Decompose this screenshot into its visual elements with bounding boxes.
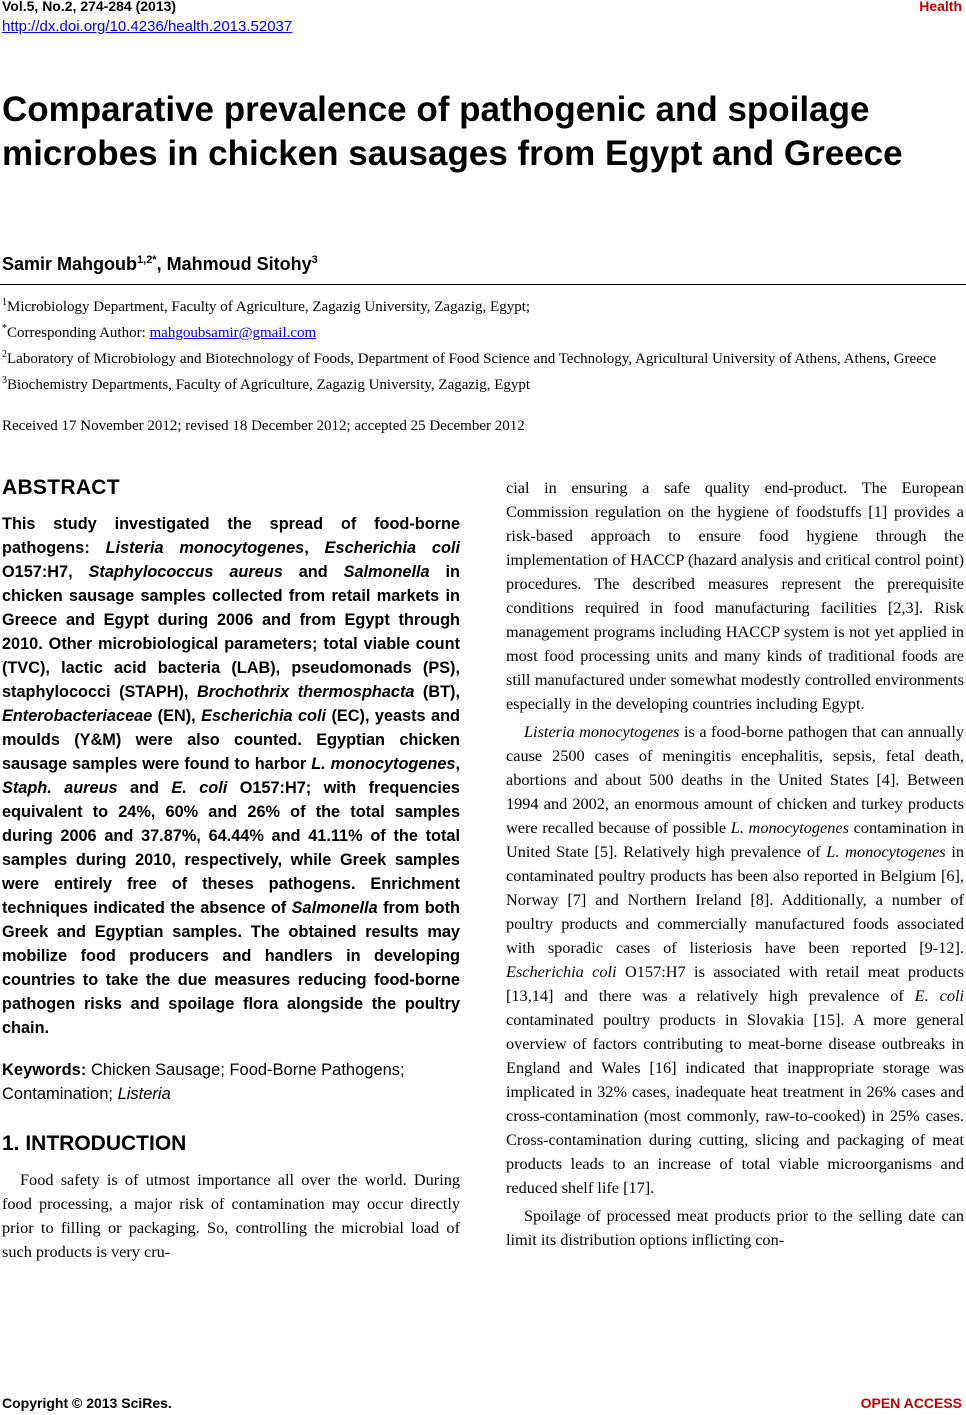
abstract-heading: ABSTRACT bbox=[2, 476, 120, 499]
intro-paragraph-continued: cial in ensuring a safe quality end-product. The European Commission regulation on the hygiene of foodstuffs [1] provides a risk-based approach to ensure food hygiene through the implementation of HACCP (hazard analysis and critical control point) procedures. The described measures represent the prerequisite conditions required in food manufacturing facilities [2,3]. Risk management programs including HACCP system is not yet applied in most food processing units and many kinds of traditional foods are still manufactured under somewhat modestly controlled environments especially in the developing countries including Egypt. bbox=[506, 478, 964, 713]
author-name: Mahmoud Sitohy bbox=[166, 254, 312, 274]
intro-paragraph-3: Spoilage of processed meat products prior to the selling date can limit its distribution options inflicting con- bbox=[506, 1206, 964, 1249]
introduction-heading: 1. INTRODUCTION bbox=[2, 1132, 187, 1155]
affiliation-text: Laboratory of Microbiology and Biotechnology of Foods, Department of Food Science and Technology, Agricultural University of Athens, Athens, Greece bbox=[7, 351, 937, 367]
left-column bbox=[2, 476, 460, 1264]
copyright: Copyright © 2013 SciRes. bbox=[2, 1395, 172, 1411]
affiliation-number: 3 bbox=[2, 375, 7, 386]
intro-paragraph-1: Food safety is of utmost importance all over the world. During food processing, a major risk of contamination may occur directly prior to filling or packaging. So, controlling the microbial load of such products is very cru- bbox=[2, 1170, 460, 1261]
right-column bbox=[506, 476, 964, 1252]
journal-name: Health bbox=[919, 0, 962, 14]
keywords-label: Keywords: bbox=[2, 1061, 87, 1079]
affiliation-3 bbox=[2, 370, 964, 396]
corresponding-symbol: * bbox=[2, 323, 7, 334]
affiliations bbox=[2, 292, 964, 396]
journal-volume-info: Vol.5, No.2, 274-284 (2013) bbox=[2, 0, 177, 14]
affiliation-2 bbox=[2, 344, 964, 370]
keywords: Keywords: Chicken Sausage; Food-Borne Pathogens; Contamination; Listeria bbox=[2, 1061, 405, 1103]
doi-link[interactable]: http://dx.doi.org/10.4236/health.2013.52037 bbox=[2, 18, 293, 35]
affiliation-text: Biochemistry Departments, Faculty of Agriculture, Zagazig University, Zagazig, Egypt bbox=[7, 377, 531, 393]
author-superscript: 1,2* bbox=[137, 254, 157, 266]
email-link[interactable]: mahgoubsamir@gmail.com bbox=[149, 325, 317, 341]
corresponding-author bbox=[2, 318, 964, 344]
abstract-text: This study investigated the spread of food-borne pathogens: Listeria monocytogenes, Escherichia coli O157:H7, Staphylococcus aureus and Salmonella in chicken sausage samples collected from retail markets in Greece and Egypt during 2006 and from Egypt through 2010. Other microbiological parameters; total viable count (TVC), lactic acid bacteria (LAB), pseudomonads (PS), staphylococci (STAPH), Brochothrix thermosphacta (BT), Enterobacteriaceae (EN), Escherichia coli (EC), yeasts and moulds (Y&M) were also counted. Egyptian chicken sausage samples were found to harbor L. monocytogenes, Staph. aureus and E. coli O157:H7; with frequencies equivalent to 24%, 60% and 26% of the total samples during 2006 and 37.87%, 64.44% and 41.11% of the total samples during 2010, respectively, while Greek samples were entirely free of theses pathogens. Enrichment techniques indicated the absence of Salmonella from both Greek and Egyptian samples. The obtained results may mobilize food producers and handlers in developing countries to take the due measures reducing food-borne pathogen risks and spoilage flora alongside the poultry chain. bbox=[2, 515, 461, 1037]
affiliation-1 bbox=[2, 292, 964, 318]
author-separator: , bbox=[156, 254, 167, 274]
author-superscript: 3 bbox=[311, 254, 318, 266]
author-name: Samir Mahgoub bbox=[2, 254, 138, 274]
paper-title: Comparative prevalence of pathogenic and spoilage microbes in chicken sausages from Egypt and Greece bbox=[2, 90, 903, 173]
affiliation-number: 2 bbox=[2, 349, 7, 360]
affiliation-text: Microbiology Department, Faculty of Agriculture, Zagazig University, Zagazig, Egypt; bbox=[7, 299, 531, 315]
affiliation-number: 1 bbox=[2, 297, 7, 308]
divider bbox=[0, 284, 966, 285]
open-access-label: OPEN ACCESS bbox=[860, 1395, 962, 1411]
author-list bbox=[2, 254, 318, 275]
received-dates: Received 17 November 2012; revised 18 December 2012; accepted 25 December 2012 bbox=[2, 418, 525, 434]
intro-paragraph-2: Listeria monocytogenes is a food-borne pathogen that can annually cause 2500 cases of meningitis encephalitis, sepsis, fetal death, abortions and about 500 deaths in the United States [4]. Between 1994 and 2002, an enormous amount of chicken and turkey products were recalled because of possible L. monocytogenes contamination in United State [5]. Relatively high prevalence of L. monocytogenes in contaminated poultry products has been also reported in Belgium [6], Norway [7] and Northern Ireland [8]. Additionally, a number of poultry products and commercially manufactured foods associated with sporadic cases of listeriosis have been reported [9-12]. Escherichia coli O157:H7 is associated with retail meat products [13,14] and there was a relatively high prevalence of E. coli contaminated poultry products in Slovakia [15]. A more general overview of factors contributing to meat-borne disease outbreaks in England and Wales [16] indicated that inappropriate storage was implicated in 32% cases, inadequate heat treatment in 26% cases and cross-contamination (most commonly, raw-to-cooked) in 25% cases. Cross-contamination during cutting, slicing and packaging of meat products leads to an increase of total viable microorganisms and reduced shelf life [17]. bbox=[506, 722, 965, 1197]
corresponding-label: Corresponding Author: bbox=[7, 325, 150, 341]
